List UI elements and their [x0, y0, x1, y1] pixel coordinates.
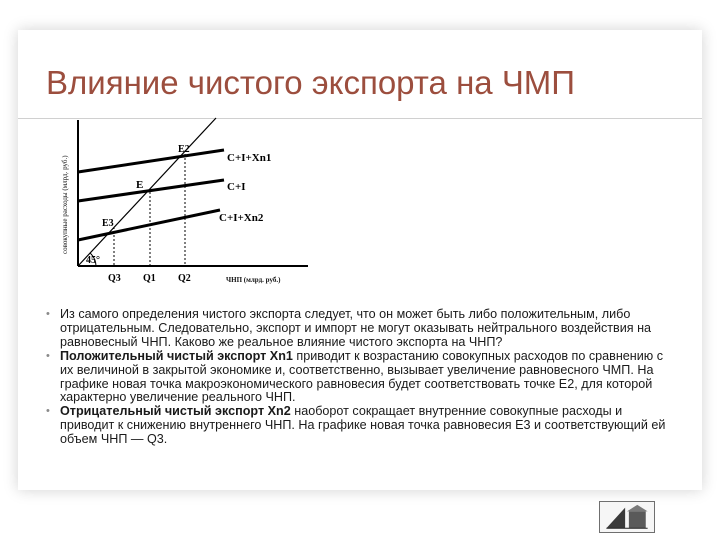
- x-tick-q2: Q2: [178, 273, 191, 284]
- line-c-i-xn1: [78, 150, 224, 172]
- bullet-item: [46, 405, 676, 447]
- x-tick-q1: Q1: [143, 273, 156, 284]
- net-export-diagram: [56, 114, 316, 294]
- angle-label: 45°: [86, 255, 100, 266]
- bullet-text: приводит к возрастанию совокупных расходов по сравнению с их величиной в закрытой экономике и, соответственно, вызывает увеличение равновесного ЧМП. На графике новая точка макроэкономического равновесия будет соответствовать точке E2, для которой характерно увеличение реального ЧНП.: [60, 348, 664, 405]
- bullet-bold-term: Отрицательный чистый экспорт Xn2: [60, 404, 291, 419]
- line-c-i: [78, 180, 224, 201]
- back-arrow-icon: [600, 502, 654, 532]
- bullet-list: [46, 308, 676, 447]
- point-e2: E2: [178, 144, 190, 155]
- bullet-item: [46, 350, 676, 406]
- line-c-i-xn2: [78, 210, 220, 240]
- x-tick-q3: Q3: [108, 273, 121, 284]
- back-navigation-button[interactable]: [599, 501, 655, 533]
- label-c-i-xn2: C+I+Xn2: [219, 212, 264, 224]
- label-c-i-xn1: C+I+Xn1: [227, 152, 272, 164]
- slide-title: Влияние чистого экспорта на ЧМП: [46, 64, 576, 101]
- point-e: E: [136, 179, 144, 191]
- bullet-bold-term: Положительный чистый экспорт Xn1: [60, 348, 293, 363]
- point-e3: E3: [102, 218, 114, 229]
- bullet-text: Из самого определения чистого экспорта следует, что он может быть либо положительным, либо отрицательным. Следовательно, экспорт и импорт не могут оказывать нейтрального воздействия на равновесный ЧНП. Каково же реальное влияние чистого экспорта на ЧНП?: [60, 307, 652, 349]
- label-c-i: C+I: [227, 181, 246, 193]
- y-axis-label: совокупные расходы (млрд. руб.): [61, 155, 69, 254]
- x-axis-label: ЧНП (млрд. руб.): [226, 276, 281, 284]
- bullet-text: наоборот сокращает внутренние совокупные расходы и приводит к снижению внутреннего ЧНП. На графике новая точка равновесия E3 и соответствующий ей объем ЧНП — Q3.: [60, 404, 666, 447]
- bullet-item: [46, 308, 676, 350]
